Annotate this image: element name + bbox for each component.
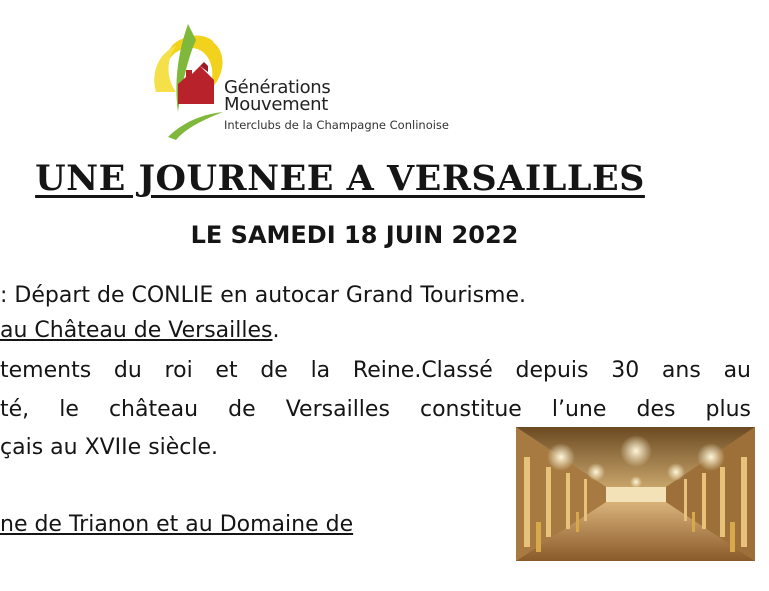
hall-of-mirrors-photo <box>516 427 755 561</box>
text-line-chateau <box>0 318 279 343</box>
logo-subtitle: Interclubs de la Champagne Conlinoise <box>224 118 449 132</box>
chateau-underlined: au Château de Versailles <box>0 318 273 343</box>
page-title-text: UNE JOURNEE A VERSAILLES <box>35 158 645 199</box>
logo-name-line1: Générations <box>224 77 331 98</box>
text-line-departure: : Départ de CONLIE en autocar Grand Tourisme. <box>0 283 527 308</box>
chateau-tail: . <box>272 318 280 343</box>
generations-mouvement-logo <box>148 22 449 142</box>
text-line-trianon: ne de Trianon et au Domaine de <box>0 512 354 537</box>
text-line-century: çais au XVIIe siècle. <box>0 435 219 460</box>
event-date: LE SAMEDI 18 JUIN 2022 <box>190 221 519 249</box>
hall-of-mirrors-image <box>516 427 755 561</box>
text-line-heritage: té, le château de Versailles constitue l’une des plus <box>0 397 751 422</box>
text-line-apartments: tements du roi et de la Reine.Classé depuis 30 ans au <box>0 358 751 383</box>
logo-name-line2: Mouvement <box>224 94 329 115</box>
page-title <box>0 158 680 199</box>
